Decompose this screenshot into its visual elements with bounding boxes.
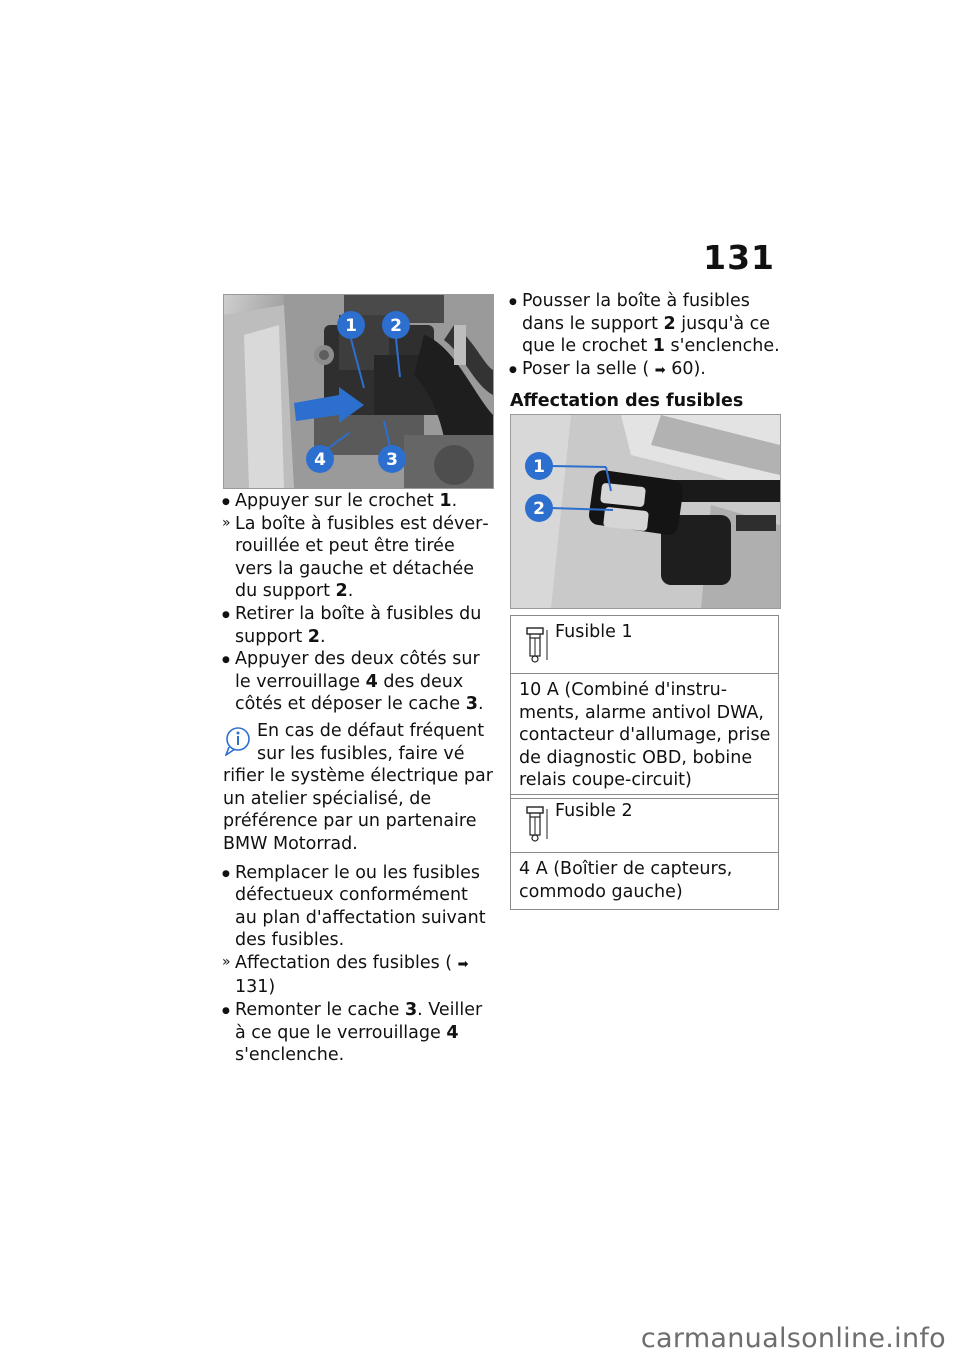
page-number: 131 — [703, 238, 775, 277]
page-ref-arrow-icon: ➡ — [457, 956, 469, 972]
instruction-step: ● Appuyer des deux côtés sur le verrouillage 4 des deux côtés et déposer le cache 3. — [223, 648, 493, 716]
note-text-first: En cas de défaut fréquent sur les fusibles, faire vé — [257, 720, 485, 764]
callout-reference: 3 — [465, 694, 478, 715]
instruction-result: » Affectation des fusibles ( ➡131) — [223, 952, 493, 999]
bullet-icon — [509, 290, 517, 316]
callout-label: 2 — [533, 499, 545, 519]
callout-reference: 2 — [335, 581, 348, 602]
result-arrow-icon — [222, 952, 231, 976]
page-reference[interactable]: 131 — [235, 977, 269, 998]
bullet-icon — [222, 999, 230, 1025]
callout-label: 1 — [533, 457, 545, 477]
left-column — [223, 490, 493, 1067]
page-ref-arrow-icon: ➡ — [654, 362, 666, 378]
bullet-icon — [222, 603, 230, 629]
fuse-row-1-header — [511, 616, 779, 674]
fuse-name: Fusible 1 — [555, 622, 633, 642]
callout-reference: 2 — [307, 626, 320, 647]
fuse-name: Fusible 2 — [555, 801, 633, 821]
instruction-step: ● Remplacer le ou les fusibles défectueux conformément au plan d'affectation suivant des fusibles. — [223, 862, 493, 952]
fuse-row-2-header — [511, 795, 779, 853]
bullet-icon — [222, 648, 230, 674]
callout-label: 1 — [345, 316, 357, 336]
callout-reference: 2 — [663, 313, 676, 334]
bullet-icon — [509, 358, 517, 384]
fuse-row-2-desc — [511, 853, 779, 910]
result-arrow-icon — [222, 513, 231, 537]
callout-label: 3 — [386, 450, 398, 470]
watermark: carmanualsonline.info — [640, 1323, 946, 1354]
fuse-description: 4 A (Boîtier de capteurs, commodo gauche) — [519, 859, 733, 902]
callout-label: 2 — [390, 316, 402, 336]
fuse-icon — [525, 805, 551, 843]
info-icon — [225, 724, 251, 756]
fuse-description: 10 A (Combiné d'instruments, alarme antivol DWA, contacteur d'allumage, prise de diagnostic OBD, bobine relais coupe-circuit) — [519, 680, 771, 791]
info-note — [223, 720, 493, 856]
section-title: Affectation des fusibles — [510, 391, 744, 412]
callout-reference: 4 — [365, 671, 378, 692]
callout-reference: 1 — [652, 336, 665, 357]
right-column — [510, 290, 780, 421]
instruction-step: ● Pousser la boîte à fusibles dans le support 2 jusqu'à ce que le crochet 1 s'enclenche. — [510, 290, 780, 358]
instruction-step: ● Poser la selle ( ➡ 60). — [510, 358, 780, 383]
fuse-row-1-desc — [511, 674, 779, 799]
fuse-icon — [525, 626, 551, 664]
fuse-assignment-photo — [510, 414, 781, 609]
fuse-table-2 — [510, 794, 779, 910]
callout-reference: 4 — [446, 1022, 459, 1043]
callout-label: 4 — [314, 450, 326, 470]
instruction-step: ● Appuyer sur le crochet 1. — [223, 490, 493, 513]
fuse-table — [510, 615, 779, 799]
callout-reference: 1 — [439, 491, 452, 511]
bullet-icon — [222, 862, 230, 888]
fuse-box-photo — [223, 294, 494, 489]
note-text-rest: rifier le système électrique par un atelier spécialisé, de préférence par un partenaire BMW Motorrad. — [223, 766, 493, 854]
instruction-result: » La boîte à fusibles est déverrouillée et peut être tirée vers la gauche et détachée du support 2. — [223, 513, 493, 603]
callout-reference: 3 — [404, 1000, 418, 1021]
instruction-step: ● Retirer la boîte à fusibles du support 2. — [223, 603, 493, 648]
instruction-step: ● Remonter le cache 3. Veiller à ce que le verrouillage 4 s'enclenche. — [223, 999, 493, 1067]
page-reference[interactable]: 60 — [671, 358, 694, 379]
